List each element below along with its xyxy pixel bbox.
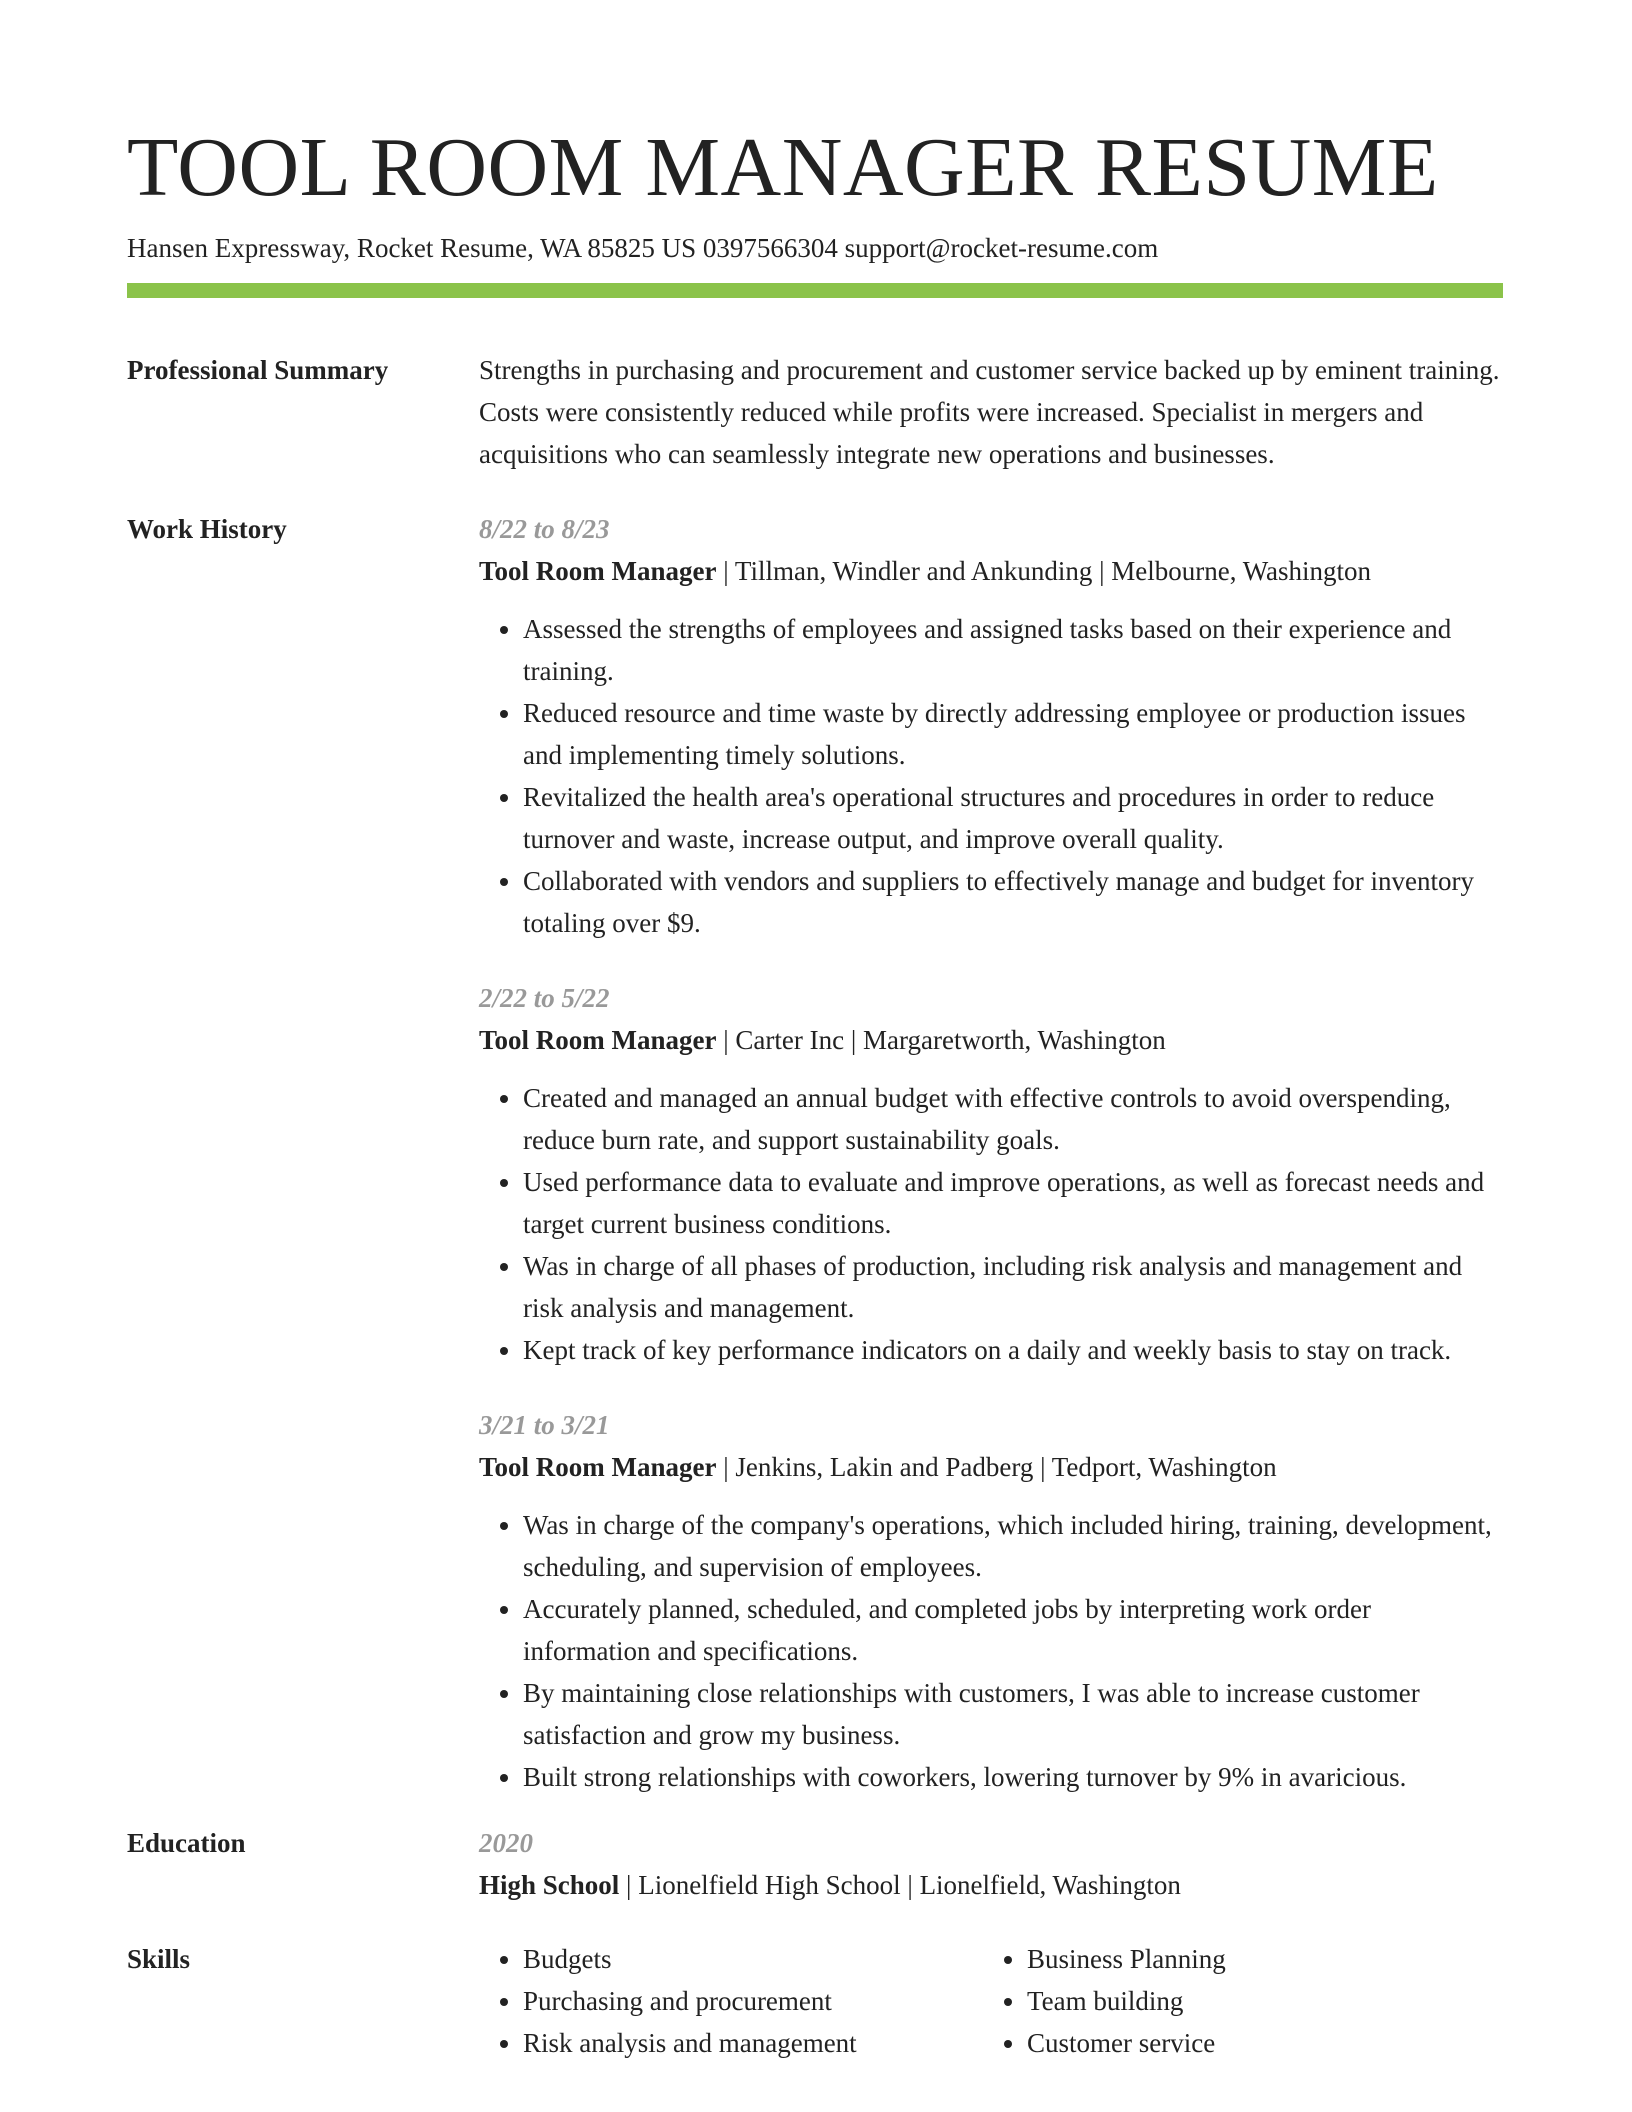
job-role: Tool Room Manager (479, 1025, 717, 1055)
education-line (479, 1864, 1503, 1906)
professional-summary-section (127, 349, 1503, 475)
job-dates: 3/21 to 3/21 (479, 1410, 610, 1440)
summary-text: Strengths in purchasing and procurement and customer service backed up by eminent training. Costs were consistently reduced while profits were increased. Specialist in mergers and acquisitions who can seamlessly integrate new operations and businesses. (479, 355, 1500, 469)
job-bullet: • By maintaining close relationships with customers, I was able to increase customer satisfaction and grow my business. (523, 1672, 1503, 1756)
section-label-summary: Professional Summary (127, 355, 389, 385)
job-bullet: • Used performance data to evaluate and improve operations, as well as forecast needs and target current business conditions. (523, 1161, 1503, 1245)
job-bullet: • Collaborated with vendors and suppliers to effectively manage and budget for inventory totaling over $9. (523, 860, 1503, 944)
skills-column-1 (479, 1938, 983, 2064)
education-year: 2020 (479, 1828, 533, 1858)
job-bullet: • Built strong relationships with coworkers, lowering turnover by 9% in avaricious. (523, 1756, 1503, 1798)
job-details: | Tillman, Windler and Ankunding | Melbourne, Washington (716, 556, 1372, 586)
job-bullet: • Was in charge of the company's operations, which included hiring, training, development, scheduling, and supervision of employees. (523, 1504, 1503, 1588)
education-section (127, 1822, 1503, 1906)
job-bullet: • Was in charge of all phases of production, including risk analysis and management and risk analysis and management. (523, 1245, 1503, 1329)
skill-item: • Business Planning (1027, 1938, 1226, 1980)
job-dates: 2/22 to 5/22 (479, 983, 610, 1013)
education-degree: High School (479, 1870, 620, 1900)
job-bullets (479, 1077, 1503, 1371)
resume-title: TOOL ROOM MANAGER RESUME (127, 121, 1439, 214)
header-divider (127, 283, 1503, 298)
section-label-education: Education (127, 1828, 246, 1858)
job-details: | Jenkins, Lakin and Padberg | Tedport, Washington (716, 1452, 1277, 1482)
skill-item: • Team building (1027, 1980, 1226, 2022)
skill-item: • Risk analysis and management (523, 2022, 983, 2064)
section-label-skills: Skills (127, 1944, 191, 1974)
job-bullet: • Reduced resource and time waste by directly addressing employee or production issues and implementing timely solutions. (523, 692, 1503, 776)
job-bullet: • Kept track of key performance indicators on a daily and weekly basis to stay on track. (523, 1329, 1503, 1371)
resume-page (127, 118, 1503, 2064)
job-entry (479, 1404, 1503, 1798)
job-title-line (479, 1446, 1503, 1488)
job-dates: 8/22 to 8/23 (479, 514, 610, 544)
work-history-list (479, 508, 1503, 1798)
skills-list (479, 1938, 1503, 2064)
job-entry (479, 508, 1503, 944)
skills-section (127, 1938, 1503, 2064)
job-bullet: • Assessed the strengths of employees and assigned tasks based on their experience and training. (523, 608, 1503, 692)
skills-column-2 (983, 1938, 1226, 2064)
skill-item: • Budgets (523, 1938, 983, 1980)
education-entry (479, 1822, 1503, 1906)
job-bullets (479, 1504, 1503, 1798)
job-entry (479, 977, 1503, 1371)
job-role: Tool Room Manager (479, 556, 717, 586)
job-title-line (479, 550, 1503, 592)
job-title-line (479, 1019, 1503, 1061)
skill-item: • Customer service (1027, 2022, 1226, 2064)
job-bullet: • Accurately planned, scheduled, and completed jobs by interpreting work order information and specifications. (523, 1588, 1503, 1672)
job-bullets (479, 608, 1503, 944)
education-details: | Lionelfield High School | Lionelfield, Washington (619, 1870, 1181, 1900)
skill-item: • Purchasing and procurement (523, 1980, 983, 2022)
section-label-work-history: Work History (127, 514, 287, 544)
job-role: Tool Room Manager (479, 1452, 717, 1482)
job-bullet: • Revitalized the health area's operational structures and procedures in order to reduce turnover and waste, increase output, and improve overall quality. (523, 776, 1503, 860)
job-bullet: • Created and managed an annual budget with effective controls to avoid overspending, reduce burn rate, and support sustainability goals. (523, 1077, 1503, 1161)
job-details: | Carter Inc | Margaretworth, Washington (716, 1025, 1166, 1055)
contact-line: Hansen Expressway, Rocket Resume, WA 85825 US 0397566304 support@rocket-resume.com (127, 233, 1159, 263)
work-history-section (127, 508, 1503, 1798)
